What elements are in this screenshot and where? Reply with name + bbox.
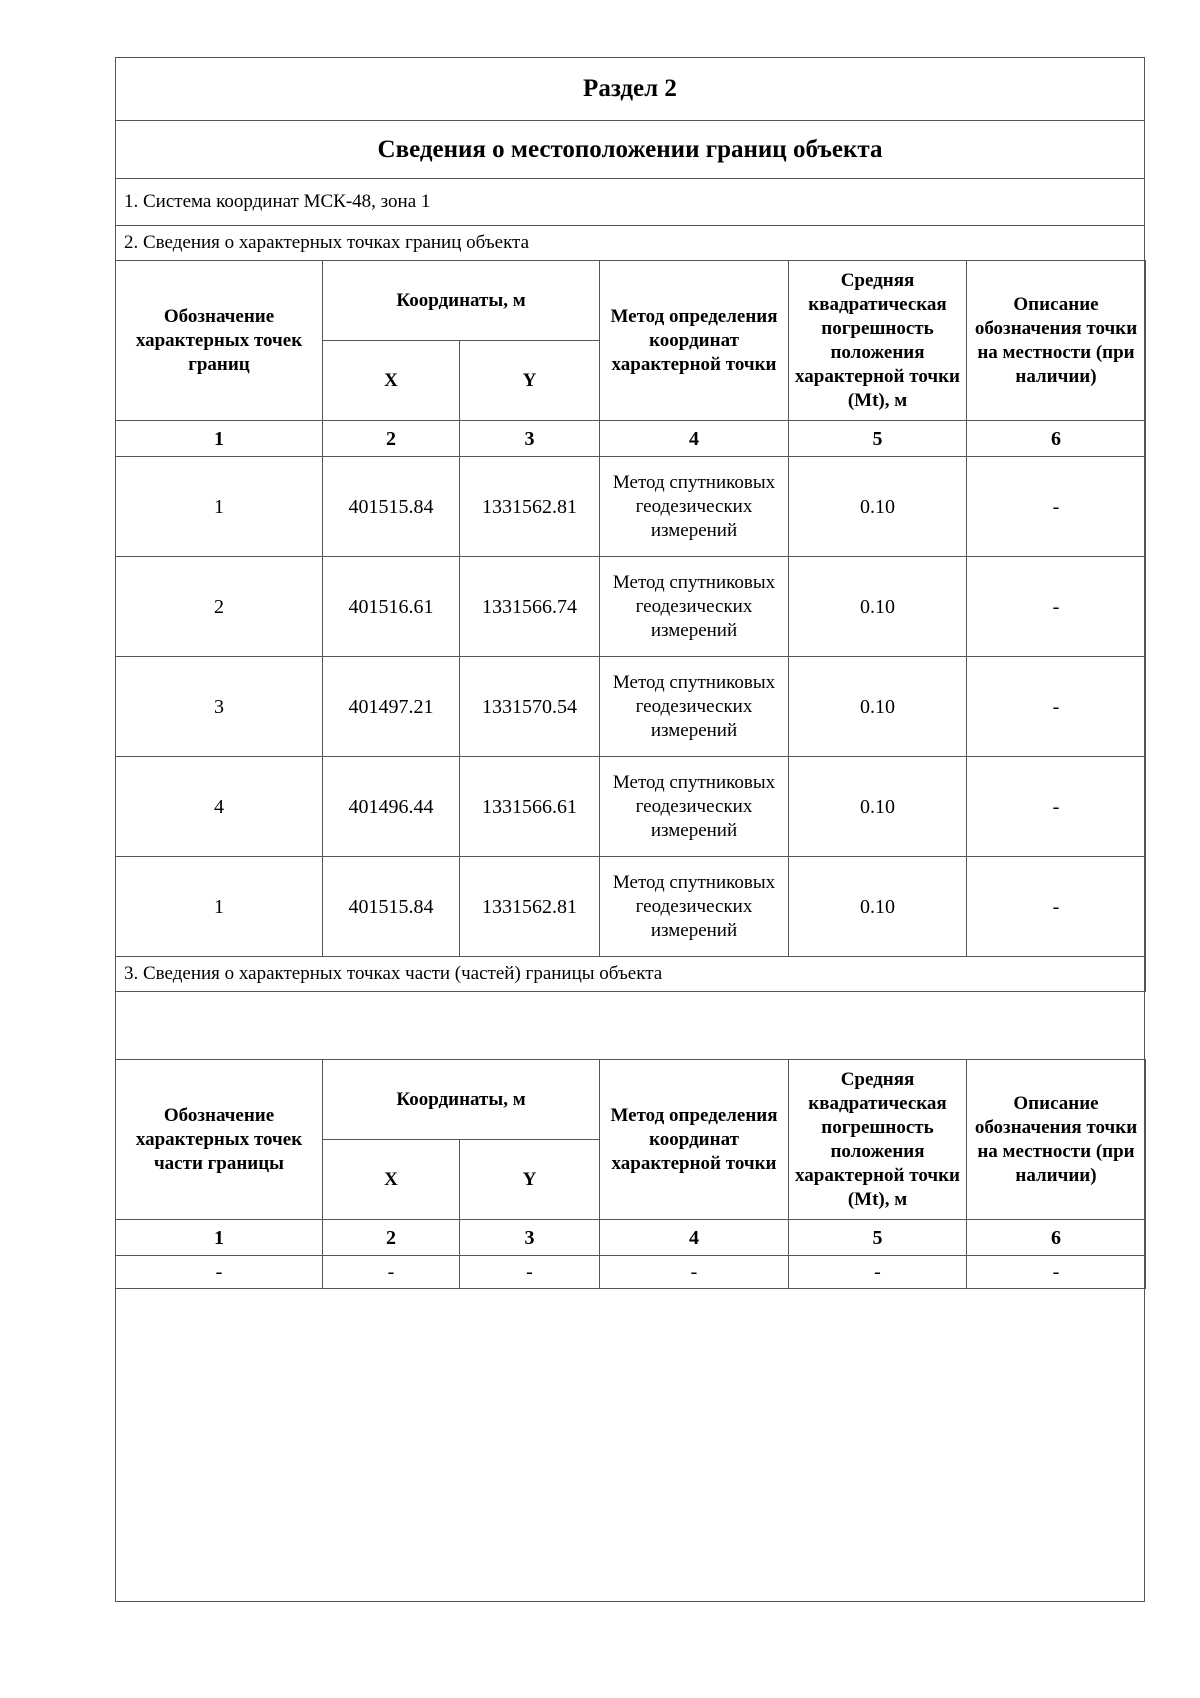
method-cell: Метод спутниковых геодезических измерений <box>600 557 789 657</box>
section-subtitle: Сведения о местоположении границ объекта <box>116 121 1144 179</box>
point-number: 2 <box>116 557 323 657</box>
method-cell: Метод спутниковых геодезических измерений <box>600 457 789 557</box>
description-cell: - <box>967 757 1146 857</box>
header-y: Y <box>460 1140 600 1220</box>
coord-x: 401515.84 <box>323 857 460 957</box>
table-row <box>116 557 1146 657</box>
method-cell: Метод спутниковых геодезических измерений <box>600 857 789 957</box>
error-cell: 0.10 <box>789 457 967 557</box>
coord-y: 1331570.54 <box>460 657 600 757</box>
header-error: Средняя квадратическая погрешность положения характерной точки (Mt), м <box>789 1060 967 1220</box>
point-number: 3 <box>116 657 323 757</box>
empty-cell: - <box>323 1256 460 1289</box>
method-cell: Метод спутниковых геодезических измерений <box>600 757 789 857</box>
column-number: 1 <box>116 421 323 457</box>
column-number: 5 <box>789 421 967 457</box>
coord-x: 401516.61 <box>323 557 460 657</box>
empty-cell: - <box>116 1256 323 1289</box>
table-row <box>116 857 1146 957</box>
coord-y: 1331566.61 <box>460 757 600 857</box>
table2-caption: 3. Сведения о характерных точках части (частей) границы объекта <box>116 957 1146 992</box>
header-description: Описание обозначения точки на местности (при наличии) <box>967 1060 1146 1220</box>
description-cell: - <box>967 857 1146 957</box>
method-cell: Метод спутниковых геодезических измерений <box>600 657 789 757</box>
section-title: Раздел 2 <box>116 58 1144 121</box>
description-cell: - <box>967 557 1146 657</box>
coord-x: 401515.84 <box>323 457 460 557</box>
error-cell: 0.10 <box>789 557 967 657</box>
table-row <box>116 1256 1146 1289</box>
column-number: 4 <box>600 1220 789 1256</box>
column-number-row <box>116 1220 1146 1256</box>
header-method: Метод определения координат характерной точки <box>600 1060 789 1220</box>
coord-system-line: 1. Система координат МСК-48, зона 1 <box>116 179 1144 226</box>
header-x: X <box>323 341 460 421</box>
header-y: Y <box>460 341 600 421</box>
column-number: 3 <box>460 421 600 457</box>
error-cell: 0.10 <box>789 757 967 857</box>
column-number: 6 <box>967 1220 1146 1256</box>
point-number: 4 <box>116 757 323 857</box>
boundary-points-table <box>115 260 1146 992</box>
part-boundary-points-table <box>115 1059 1146 1289</box>
header-description: Описание обозначения точки на местности (при наличии) <box>967 261 1146 421</box>
header-designation: Обозначение характерных точек границ <box>116 261 323 421</box>
error-cell: 0.10 <box>789 657 967 757</box>
header-error: Средняя квадратическая погрешность положения характерной точки (Mt), м <box>789 261 967 421</box>
coord-y: 1331562.81 <box>460 457 600 557</box>
description-cell: - <box>967 657 1146 757</box>
column-number: 2 <box>323 421 460 457</box>
header-coordinates: Координаты, м <box>323 1060 600 1140</box>
column-number-row <box>116 421 1146 457</box>
error-cell: 0.10 <box>789 857 967 957</box>
table1-caption: 2. Сведения о характерных точках границ объекта <box>116 226 1144 261</box>
column-number: 4 <box>600 421 789 457</box>
table-row <box>116 657 1146 757</box>
empty-cell: - <box>460 1256 600 1289</box>
header-method: Метод определения координат характерной точки <box>600 261 789 421</box>
empty-cell: - <box>600 1256 789 1289</box>
document-frame <box>115 57 1145 1602</box>
column-number: 1 <box>116 1220 323 1256</box>
coord-x: 401497.21 <box>323 657 460 757</box>
header-coordinates: Координаты, м <box>323 261 600 341</box>
column-number: 3 <box>460 1220 600 1256</box>
point-number: 1 <box>116 457 323 557</box>
column-number: 6 <box>967 421 1146 457</box>
table-row <box>116 757 1146 857</box>
header-designation: Обозначение характерных точек части границы <box>116 1060 323 1220</box>
table-row <box>116 457 1146 557</box>
point-number: 1 <box>116 857 323 957</box>
coord-y: 1331562.81 <box>460 857 600 957</box>
description-cell: - <box>967 457 1146 557</box>
coord-x: 401496.44 <box>323 757 460 857</box>
empty-cell: - <box>789 1256 967 1289</box>
header-x: X <box>323 1140 460 1220</box>
empty-cell: - <box>967 1256 1146 1289</box>
column-number: 2 <box>323 1220 460 1256</box>
coord-y: 1331566.74 <box>460 557 600 657</box>
column-number: 5 <box>789 1220 967 1256</box>
